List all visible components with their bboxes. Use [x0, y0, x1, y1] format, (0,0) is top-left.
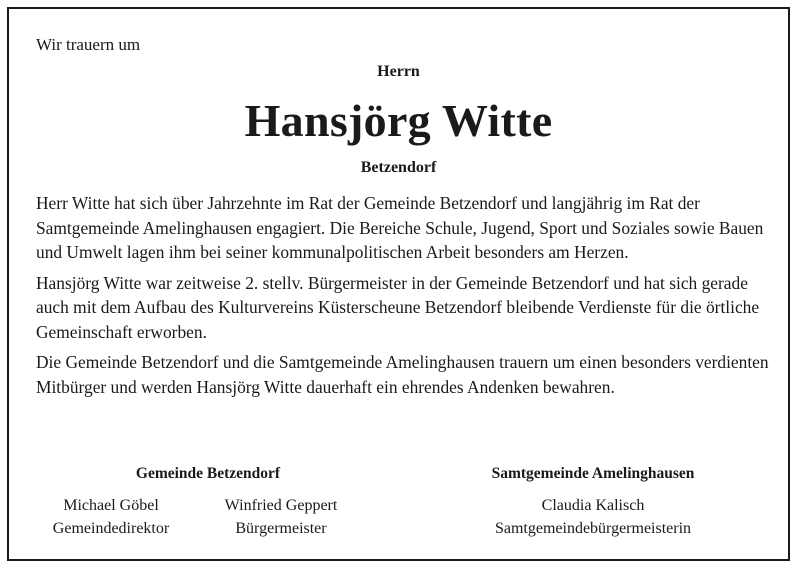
- paragraph: Die Gemeinde Betzendorf und die Samtgemeinde Amelinghausen trauern um einen besonders verdienten Mitbürger und werden Hansjörg Witte dauerhaft ein ehrendes Andenken bewahren.: [36, 352, 769, 397]
- place-of-residence: Betzendorf: [360, 159, 437, 176]
- signatory-title: Gemeindedirektor: [52, 519, 170, 537]
- signatory-name: Winfried Geppert: [224, 497, 338, 514]
- signatory-group-municipality: Gemeinde Betzendorf: [135, 465, 281, 482]
- salutation: Herrn: [377, 63, 420, 80]
- signatory-group-joint-municipality: Samtgemeinde Amelinghausen: [491, 465, 695, 482]
- signatory: [469, 495, 717, 540]
- signatory-title: Samtgemeindebürgermeisterin: [494, 519, 692, 537]
- signatory: [35, 495, 187, 540]
- intro-text: Wir trauern um: [36, 35, 141, 54]
- paragraph: Herr Witte hat sich über Jahrzehnte im Rat der Gemeinde Betzendorf und langjährig im Rat der Samtgemeinde Amelinghausen engagiert. Die Bereiche Schule, Jugend, Sport und Soziales sowie Bauen und Umwelt lagen ihm bei seiner kommunalpolitischen Arbeit besonders am Herzen.: [36, 193, 764, 262]
- deceased-name: Hansjörg Witte: [244, 95, 553, 146]
- signatory-name: Claudia Kalisch: [541, 497, 645, 514]
- signatory-title: Bürgermeister: [235, 519, 327, 537]
- notice-body: [36, 191, 776, 405]
- signatory: [207, 495, 355, 540]
- paragraph: Hansjörg Witte war zeitweise 2. stellv. Bürgermeister in der Gemeinde Betzendorf und hat sich gerade auch mit dem Aufbau des Kulturvereins Küsterscheune Betzendorf bleibende Verdienste für die örtliche Gemeinschaft erworben.: [36, 272, 760, 342]
- obituary-notice: [7, 7, 790, 561]
- signatory-name: Michael Göbel: [63, 497, 159, 514]
